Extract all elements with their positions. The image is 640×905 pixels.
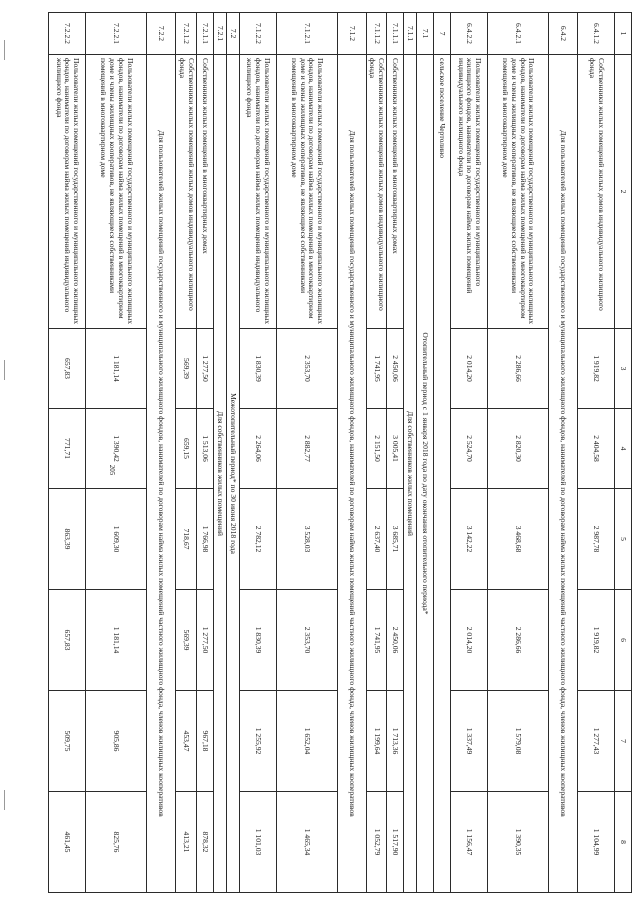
row-code-cell: 6.4.2.1 [488,13,549,55]
tariff-value-cell: 1 390,35 [488,792,549,893]
tariff-value-cell: 2 264,06 [239,409,276,489]
table-row [417,13,434,893]
tariff-value-cell: 1 830,39 [239,590,276,691]
tariff-value-cell: 1 579,08 [488,691,549,792]
tariff-value-cell: 1 919,82 [578,590,615,691]
table-row [239,13,276,893]
tariff-value-cell: 1 181,14 [86,329,147,409]
tariff-value-cell: 3 685,71 [387,489,404,590]
section-heading-cell: сельское поселение Чертолино [434,55,451,893]
header-cell: 7 [615,691,632,792]
tariff-value-cell: 1 337,49 [451,691,488,792]
tariff-value-cell: 3 528,03 [276,489,337,590]
row-description-cell: Пользователи жилых помещений государственного и муниципального жилищных фондов, наниматели по договорам найма жилых помещений в многоквартирном доме и члены жилищных кооперативов, не являющиеся собственниками помещений в многоквартирном доме [276,55,337,329]
tariff-value-cell: 1 517,90 [387,792,404,893]
tariff-value-cell: 1 713,36 [387,691,404,792]
tariff-value-cell: 2 450,06 [387,329,404,409]
section-code-cell: 7.2 [226,13,239,55]
section-code-cell: 7.1 [417,13,434,55]
row-code-cell: 7.1.2.1 [276,13,337,55]
tariff-value-cell: 1 255,92 [239,691,276,792]
tariff-value-cell: 825,76 [86,792,147,893]
section-heading-cell: Межотопительный период* по 30 июня 2018 года [226,55,239,893]
tariff-value-cell: 771,71 [49,409,86,489]
row-description-cell: Собственники жилых помещений в многоквартирных домах [196,55,213,329]
tariff-value-cell: 1 609,30 [86,489,147,590]
row-code-cell: 7.2.1.1 [196,13,213,55]
section-heading-cell: Для пользователей жилых помещений государственного и муниципального жилищного фондов, нанимателей по договорам найма жилых помещений частного жилищного фонда, членов жилищных кооперативов [549,55,578,893]
tariff-value-cell: 2 820,30 [488,409,549,489]
section-heading-cell: Для собственников жилых помещений [404,55,417,893]
header-cell: 6 [615,590,632,691]
tariff-value-cell: 657,83 [49,590,86,691]
row-description-cell: Пользователи жилых помещений государственного и муниципального жилищных фондов, наниматели по договорам найма жилых помещений в многоквартирном доме и члены жилищных кооперативов, не являющиеся собственниками помещений в многоквартирном доме [488,55,549,329]
table-row [226,13,239,893]
tariff-value-cell: 3 005,41 [387,409,404,489]
tariff-value-cell: 509,75 [49,691,86,792]
tariff-value-cell: 657,83 [49,329,86,409]
tariff-value-cell: 1 766,98 [196,489,213,590]
tariff-value-cell: 718,67 [176,489,196,590]
tariff-value-cell: 2 286,66 [488,590,549,691]
table-row [549,13,578,893]
tariff-value-cell: 2 286,66 [488,329,549,409]
table-row [578,13,615,893]
header-cell: 1 [615,13,632,55]
tariff-value-cell: 2 987,78 [578,489,615,590]
row-code-cell: 7.2.1.2 [176,13,196,55]
table-row [387,13,404,893]
scan-edge-mark [4,40,5,60]
header-cell: 8 [615,792,632,893]
section-heading-cell: Для пользователей жилых помещений государственного и муниципального жилищного фондов, нанимателей по договорам найма жилых помещений частного жилищного фонда, членов жилищных кооперативов [147,55,176,893]
row-code-cell: 7.1.1.2 [366,13,386,55]
table-row [196,13,213,893]
tariff-value-cell: 1 277,50 [196,329,213,409]
tariff-value-cell: 2 014,20 [451,590,488,691]
tariff-value-cell: 2 353,70 [276,590,337,691]
table-row [276,13,337,893]
row-description-cell: Пользователи жилых помещений государственного и муниципального жилищных фондов, наниматели по договорам найма жилых помещений индивидуального жилищного фонда [239,55,276,329]
tariff-value-cell: 1 741,95 [366,329,386,409]
header-row [615,13,632,893]
row-description-cell: Собственники жилых помещений жилых домов индивидуального жилищного фонда [176,55,196,329]
tariff-value-cell: 2 353,70 [276,329,337,409]
tariff-value-cell: 1 101,03 [239,792,276,893]
section-code-cell: 7.2.1 [213,13,226,55]
section-code-cell: 7.1.1 [404,13,417,55]
table-row [488,13,549,893]
tariff-value-cell: 1 652,04 [276,691,337,792]
tariff-value-cell: 2 404,58 [578,409,615,489]
tariff-value-cell: 461,45 [49,792,86,893]
tariff-value-cell: 863,39 [49,489,86,590]
section-heading-cell: Для пользователей жилых помещений государственного и муниципального жилищного фондов, нанимателей по договорам найма жилых помещений частного жилищного фонда, членов жилищных кооперативов [337,55,366,893]
tariff-value-cell: 1 181,14 [86,590,147,691]
table-row [176,13,196,893]
tariff-value-cell: 1 277,50 [196,590,213,691]
tariff-value-cell: 1 104,99 [578,792,615,893]
tariff-value-cell: 2 782,12 [239,489,276,590]
tariff-value-cell: 878,32 [196,792,213,893]
page-number: 205 [108,464,116,476]
table-row [451,13,488,893]
tariff-value-cell: 3 468,68 [488,489,549,590]
tariff-table-frame [54,12,632,892]
row-code-cell: 7.1.1.1 [387,13,404,55]
section-code-cell: 6.4.2 [549,13,578,55]
scan-edge-mark [4,360,5,380]
table-row [86,13,147,893]
tariff-value-cell: 1 390,42 [86,409,147,489]
row-code-cell: 6.4.2.2 [451,13,488,55]
tariff-value-cell: 1 277,43 [578,691,615,792]
row-description-cell: Собственники жилых помещений в многоквартирных домах [387,55,404,329]
table-row [404,13,417,893]
tariff-value-cell: 2 151,50 [366,409,386,489]
table-row [366,13,386,893]
header-cell: 5 [615,489,632,590]
row-description-cell: Собственники жилых помещений жилых домов индивидуального жилищного фонда [366,55,386,329]
row-code-cell: 7.2.2.1 [86,13,147,55]
table-row [213,13,226,893]
tariff-value-cell: 2 637,40 [366,489,386,590]
tariff-value-cell: 2 014,20 [451,329,488,409]
tariff-value-cell: 1 830,39 [239,329,276,409]
row-code-cell: 6.4.1.2 [578,13,615,55]
tariff-value-cell: 1 156,47 [451,792,488,893]
tariff-value-cell: 1 199,64 [366,691,386,792]
table-row [49,13,86,893]
tariff-value-cell: 1 052,79 [366,792,386,893]
section-code-cell: 7 [434,13,451,55]
row-description-cell: Собственники жилых помещений жилых домов индивидуального жилищного фонда [578,55,615,329]
row-description-cell: Пользователи жилых помещений государственного и муниципального жилищных фондов, наниматели по договорам найма жилых помещений индивидуального жилищного фонда [49,55,86,329]
header-cell: 2 [615,55,632,329]
section-heading-cell: Отопительный период с 1 января 2018 года по дату окончания отопительного периода* [417,55,434,893]
table-row [337,13,366,893]
header-cell: 4 [615,409,632,489]
tariff-value-cell: 659,15 [176,409,196,489]
tariff-value-cell: 1 919,82 [578,329,615,409]
row-description-cell: Пользователи жилых помещений государственного и муниципального жилищного фондов, наниматели по договорам найма жилых помещений индивидуального жилищного фонда [451,55,488,329]
tariff-value-cell: 2 524,70 [451,409,488,489]
tariff-value-cell: 569,39 [176,329,196,409]
section-heading-cell: Для собственников жилых помещений [213,55,226,893]
row-description-cell: Пользователи жилых помещений государственного и муниципального жилищных фондов, наниматели по договорам найма жилых помещений в многоквартирном доме и члены жилищных кооперативов, не являющиеся собственниками помещений в многоквартирном доме [86,55,147,329]
section-code-cell: 7.2.2 [147,13,176,55]
tariff-value-cell: 2 882,77 [276,409,337,489]
tariff-value-cell: 2 450,06 [387,590,404,691]
tariff-value-cell: 413,21 [176,792,196,893]
tariff-value-cell: 1 465,34 [276,792,337,893]
tariff-table [48,12,632,893]
section-code-cell: 7.1.2 [337,13,366,55]
tariff-value-cell: 453,47 [176,691,196,792]
tariff-value-cell: 967,18 [196,691,213,792]
table-row [147,13,176,893]
tariff-value-cell: 1 741,95 [366,590,386,691]
header-cell: 3 [615,329,632,409]
tariff-value-cell: 905,86 [86,691,147,792]
tariff-value-cell: 3 142,22 [451,489,488,590]
tariff-value-cell: 1 513,06 [196,409,213,489]
scan-edge-mark [4,790,5,810]
row-code-cell: 7.2.2.2 [49,13,86,55]
tariff-value-cell: 569,39 [176,590,196,691]
table-row [434,13,451,893]
row-code-cell: 7.1.2.2 [239,13,276,55]
